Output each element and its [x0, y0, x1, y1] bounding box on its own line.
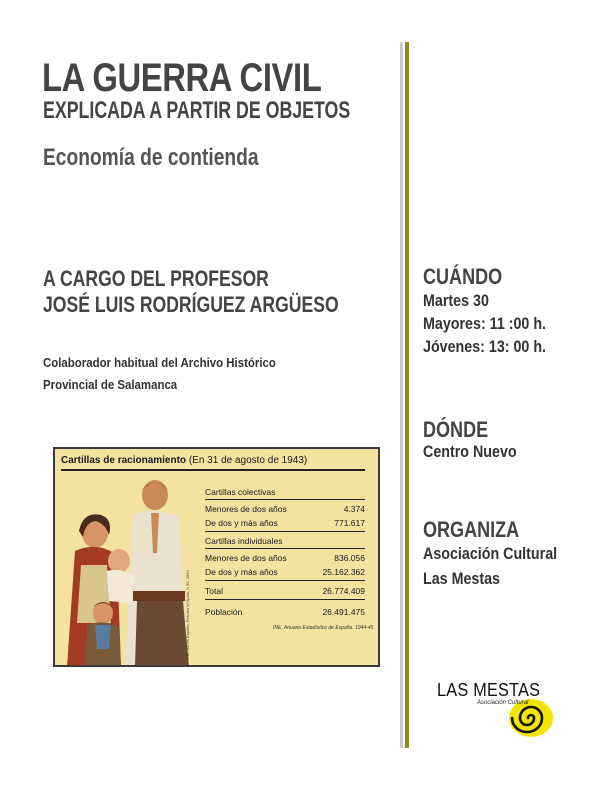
table-rule	[205, 531, 365, 532]
total-value: 26.774.409	[322, 586, 365, 596]
table-row	[205, 502, 365, 516]
table-row	[205, 565, 365, 579]
ration-table	[205, 485, 365, 619]
organizer-line-1: Asociación Cultural	[423, 544, 558, 563]
row-label: Menores de dos años	[205, 504, 287, 514]
speaker-name: JOSÉ LUIS RODRÍGUEZ ARGÜESO	[43, 292, 339, 317]
row-value: 836.056	[334, 553, 365, 563]
table-rule	[205, 599, 365, 600]
las-mestas-logo	[433, 676, 563, 742]
row-label: De dos y más años	[205, 518, 278, 528]
table-section-collective: Cartillas colectivas	[205, 485, 365, 500]
population-label: Población	[205, 607, 243, 617]
speaker-role-line-2: Provincial de Salamanca	[43, 377, 178, 392]
table-row	[205, 516, 365, 530]
table-section-individual: Cartillas individuales	[205, 534, 365, 549]
table-rule	[205, 580, 365, 581]
table-row-total	[205, 584, 365, 598]
row-value: 4.374	[343, 504, 365, 514]
row-label: De dos y más años	[205, 567, 278, 577]
row-label: Menores de dos años	[205, 553, 287, 563]
logo-tagline: Asociación Cultural	[477, 700, 529, 706]
speaker-role-line-1: Colaborador habitual del Archivo Histórico	[43, 355, 276, 370]
family-illustration	[55, 473, 195, 667]
ration-cards-infographic	[53, 447, 380, 667]
vertical-divider-olive	[405, 42, 409, 748]
when-adults-time: Mayores: 11 :00 h.	[423, 314, 547, 333]
when-youth-time: Jóvenes: 13: 00 h.	[423, 337, 547, 356]
infographic-title-date: (En 31 de agosto de 1943)	[186, 455, 308, 466]
population-value: 26.491.475	[322, 607, 365, 617]
row-value: 771.617	[334, 518, 365, 528]
event-topic: Economía de contienda	[43, 144, 259, 171]
when-date: Martes 30	[423, 291, 489, 310]
logo-wordmark: LAS MESTAS	[437, 680, 541, 700]
where-place: Centro Nuevo	[423, 442, 517, 461]
infographic-credit: INE, Así es España, Pictures of Spain, N 90, 1950	[185, 570, 190, 659]
infographic-title-bold: Cartillas de racionamiento	[61, 455, 187, 466]
table-row-population	[205, 605, 365, 619]
total-label: Total	[205, 586, 223, 596]
where-heading: DÓNDE	[423, 417, 489, 442]
event-subtitle: EXPLICADA A PARTIR DE OBJETOS	[43, 97, 351, 124]
row-value: 25.162.362	[322, 567, 365, 577]
infographic-title-rule	[61, 469, 365, 471]
infographic-title	[61, 455, 307, 466]
vertical-divider-grey	[400, 42, 403, 748]
organizer-heading: ORGANIZA	[423, 517, 520, 542]
organizer-line-2: Las Mestas	[423, 569, 501, 588]
infographic-source: INE, Anuario Estadístico de España. 1944-45	[273, 625, 374, 631]
when-heading: CUÁNDO	[423, 264, 503, 289]
speaker-heading: A CARGO DEL PROFESOR	[43, 266, 269, 291]
event-title: LA GUERRA CIVIL	[42, 56, 322, 100]
table-row	[205, 551, 365, 565]
